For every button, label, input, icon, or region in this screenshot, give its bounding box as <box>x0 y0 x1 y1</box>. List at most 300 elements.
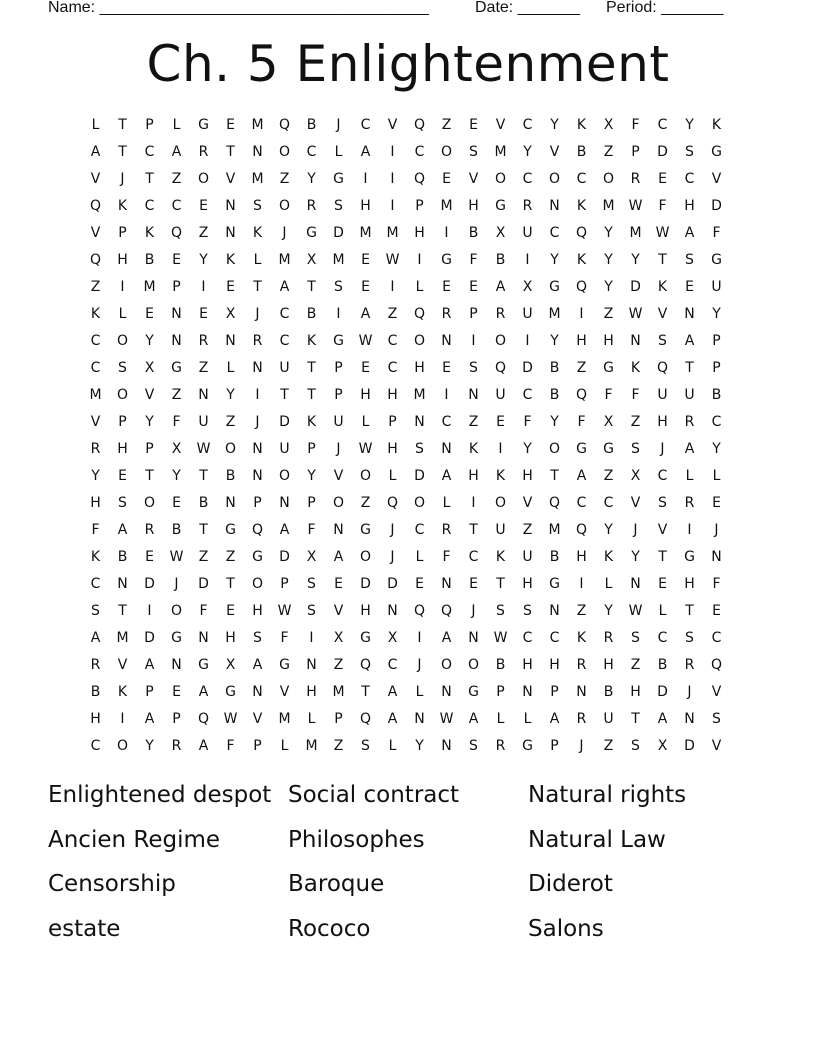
grid-letter[interactable]: I <box>363 170 368 187</box>
grid-letter[interactable]: C <box>279 305 290 322</box>
grid-letter[interactable]: C <box>657 467 668 484</box>
grid-letter[interactable]: Q <box>386 494 399 511</box>
grid-letter[interactable]: G <box>495 197 506 214</box>
grid-letter[interactable]: N <box>225 494 236 511</box>
grid-letter[interactable]: E <box>496 413 505 430</box>
grid-letter[interactable]: P <box>145 683 154 700</box>
grid-letter[interactable]: A <box>90 143 101 160</box>
grid-letter[interactable]: S <box>631 440 640 457</box>
grid-letter[interactable]: H <box>522 656 533 673</box>
grid-letter[interactable]: Z <box>90 278 101 295</box>
grid-letter[interactable]: T <box>118 116 127 133</box>
grid-letter[interactable]: P <box>145 116 154 133</box>
grid-letter[interactable]: O <box>548 170 561 187</box>
grid-letter[interactable]: L <box>415 683 424 700</box>
grid-letter[interactable]: E <box>334 575 343 592</box>
grid-letter[interactable]: N <box>549 602 560 619</box>
grid-letter[interactable]: F <box>442 548 451 565</box>
grid-letter[interactable]: N <box>441 683 452 700</box>
grid-letter[interactable]: P <box>307 494 316 511</box>
grid-letter[interactable]: J <box>633 521 638 538</box>
grid-letter[interactable]: O <box>116 386 129 403</box>
grid-letter[interactable]: Y <box>145 332 154 349</box>
grid-letter[interactable]: G <box>306 224 317 241</box>
grid-letter[interactable]: I <box>417 629 422 646</box>
grid-letter[interactable]: A <box>684 440 695 457</box>
grid-letter[interactable]: Z <box>603 467 614 484</box>
grid-letter[interactable]: A <box>684 224 695 241</box>
grid-letter[interactable]: J <box>579 737 584 754</box>
grid-letter[interactable]: P <box>307 440 316 457</box>
grid-letter[interactable]: J <box>660 440 665 457</box>
grid-letter[interactable]: A <box>549 710 560 727</box>
grid-letter[interactable]: V <box>495 116 506 133</box>
grid-letter[interactable]: N <box>333 521 344 538</box>
grid-letter[interactable]: F <box>523 413 532 430</box>
grid-letter[interactable]: I <box>120 710 125 727</box>
grid-letter[interactable]: H <box>225 629 236 646</box>
grid-letter[interactable]: K <box>657 278 668 295</box>
grid-letter[interactable]: Z <box>360 494 371 511</box>
grid-letter[interactable]: E <box>469 575 478 592</box>
grid-letter[interactable]: J <box>390 548 395 565</box>
grid-letter[interactable]: P <box>388 413 397 430</box>
grid-letter[interactable]: C <box>279 332 290 349</box>
grid-letter[interactable]: N <box>414 413 425 430</box>
grid-letter[interactable]: A <box>198 683 209 700</box>
grid-letter[interactable]: L <box>307 710 316 727</box>
grid-letter[interactable]: E <box>199 305 208 322</box>
grid-letter[interactable]: C <box>414 521 425 538</box>
grid-letter[interactable]: A <box>360 305 371 322</box>
grid-letter[interactable]: I <box>525 332 530 349</box>
grid-letter[interactable]: L <box>712 467 721 484</box>
grid-letter[interactable]: C <box>90 737 101 754</box>
grid-letter[interactable]: C <box>90 332 101 349</box>
grid-letter[interactable]: F <box>577 413 586 430</box>
grid-letter[interactable]: D <box>387 575 398 592</box>
grid-letter[interactable]: E <box>712 494 721 511</box>
grid-letter[interactable]: D <box>684 737 695 754</box>
grid-letter[interactable]: O <box>332 494 345 511</box>
grid-letter[interactable]: O <box>494 494 507 511</box>
grid-letter[interactable]: W <box>439 710 454 727</box>
grid-letter[interactable]: Q <box>413 116 426 133</box>
grid-letter[interactable]: C <box>657 629 668 646</box>
grid-letter[interactable]: Z <box>630 413 641 430</box>
grid-letter[interactable]: M <box>386 224 399 241</box>
grid-letter[interactable]: G <box>333 332 344 349</box>
grid-letter[interactable]: G <box>171 359 182 376</box>
grid-letter[interactable]: M <box>332 683 345 700</box>
grid-letter[interactable]: S <box>334 197 343 214</box>
grid-letter[interactable]: Q <box>89 197 102 214</box>
grid-letter[interactable]: N <box>522 683 533 700</box>
grid-letter[interactable]: R <box>198 332 209 349</box>
grid-letter[interactable]: N <box>549 197 560 214</box>
grid-letter[interactable]: E <box>226 116 235 133</box>
grid-letter[interactable]: C <box>387 656 398 673</box>
grid-letter[interactable]: C <box>522 170 533 187</box>
grid-letter[interactable]: X <box>657 737 668 754</box>
grid-letter[interactable]: E <box>226 278 235 295</box>
grid-letter[interactable]: H <box>576 548 587 565</box>
grid-letter[interactable]: X <box>225 305 236 322</box>
grid-letter[interactable]: P <box>334 710 343 727</box>
grid-letter[interactable]: M <box>440 197 453 214</box>
grid-letter[interactable]: X <box>630 467 641 484</box>
grid-letter[interactable]: U <box>495 386 506 403</box>
grid-letter[interactable]: I <box>444 386 449 403</box>
grid-letter[interactable]: S <box>685 629 694 646</box>
grid-letter[interactable]: D <box>630 278 641 295</box>
grid-letter[interactable]: G <box>576 440 587 457</box>
grid-letter[interactable]: Y <box>712 305 721 322</box>
grid-letter[interactable]: T <box>226 575 235 592</box>
grid-letter[interactable]: I <box>471 332 476 349</box>
grid-letter[interactable]: S <box>334 278 343 295</box>
grid-letter[interactable]: U <box>522 548 533 565</box>
grid-letter[interactable]: Y <box>550 413 559 430</box>
grid-letter[interactable]: G <box>711 143 722 160</box>
grid-letter[interactable]: Z <box>603 737 614 754</box>
grid-letter[interactable]: Y <box>172 467 181 484</box>
grid-letter[interactable]: T <box>550 467 559 484</box>
grid-letter[interactable]: G <box>549 278 560 295</box>
grid-letter[interactable]: Z <box>441 116 452 133</box>
grid-letter[interactable]: V <box>90 170 101 187</box>
grid-letter[interactable]: Q <box>413 305 426 322</box>
grid-letter[interactable]: K <box>144 224 155 241</box>
grid-letter[interactable]: V <box>279 683 290 700</box>
grid-letter[interactable]: I <box>498 440 503 457</box>
grid-letter[interactable]: W <box>628 602 643 619</box>
grid-letter[interactable]: N <box>306 656 317 673</box>
grid-letter[interactable]: K <box>306 413 317 430</box>
grid-letter[interactable]: P <box>145 440 154 457</box>
grid-letter[interactable]: W <box>385 251 400 268</box>
grid-letter[interactable]: N <box>252 467 263 484</box>
grid-letter[interactable]: R <box>684 656 695 673</box>
grid-letter[interactable]: G <box>603 359 614 376</box>
grid-letter[interactable]: C <box>522 629 533 646</box>
grid-letter[interactable]: P <box>415 197 424 214</box>
grid-letter[interactable]: T <box>496 575 505 592</box>
grid-letter[interactable]: M <box>251 116 264 133</box>
grid-letter[interactable]: F <box>280 629 289 646</box>
grid-letter[interactable]: Z <box>630 656 641 673</box>
grid-letter[interactable]: L <box>388 737 397 754</box>
grid-letter[interactable]: E <box>658 575 667 592</box>
grid-letter[interactable]: Y <box>604 602 613 619</box>
grid-letter[interactable]: K <box>495 467 506 484</box>
grid-letter[interactable]: P <box>280 575 289 592</box>
grid-letter[interactable]: T <box>199 467 208 484</box>
grid-letter[interactable]: A <box>576 467 587 484</box>
grid-letter[interactable]: Q <box>89 251 102 268</box>
grid-letter[interactable]: J <box>120 170 125 187</box>
grid-letter[interactable]: N <box>225 332 236 349</box>
grid-letter[interactable]: X <box>225 656 236 673</box>
grid-letter[interactable]: R <box>576 710 587 727</box>
grid-letter[interactable]: K <box>117 197 128 214</box>
grid-letter[interactable]: N <box>252 440 263 457</box>
grid-letter[interactable]: P <box>550 683 559 700</box>
grid-letter[interactable]: J <box>255 305 260 322</box>
grid-letter[interactable]: F <box>226 737 235 754</box>
grid-letter[interactable]: S <box>685 251 694 268</box>
grid-letter[interactable]: Q <box>359 710 372 727</box>
grid-letter[interactable]: I <box>201 278 206 295</box>
grid-letter[interactable]: A <box>252 656 263 673</box>
grid-letter[interactable]: C <box>414 143 425 160</box>
grid-letter[interactable]: M <box>143 278 156 295</box>
grid-letter[interactable]: S <box>91 602 100 619</box>
grid-letter[interactable]: T <box>280 386 289 403</box>
grid-letter[interactable]: R <box>144 521 155 538</box>
grid-letter[interactable]: C <box>711 629 722 646</box>
grid-letter[interactable]: A <box>441 467 452 484</box>
grid-letter[interactable]: H <box>117 251 128 268</box>
grid-letter[interactable]: S <box>118 359 127 376</box>
grid-letter[interactable]: T <box>658 548 667 565</box>
grid-letter[interactable]: L <box>253 251 262 268</box>
grid-letter[interactable]: Y <box>307 467 316 484</box>
grid-letter[interactable]: L <box>280 737 289 754</box>
grid-letter[interactable]: W <box>628 305 643 322</box>
grid-letter[interactable]: R <box>198 143 209 160</box>
grid-letter[interactable]: U <box>684 386 695 403</box>
grid-letter[interactable]: T <box>361 683 370 700</box>
grid-letter[interactable]: H <box>360 602 371 619</box>
grid-letter[interactable]: I <box>417 251 422 268</box>
grid-letter[interactable]: L <box>604 575 613 592</box>
grid-letter[interactable]: V <box>657 521 668 538</box>
grid-letter[interactable]: S <box>253 197 262 214</box>
grid-letter[interactable]: K <box>117 683 128 700</box>
grid-letter[interactable]: X <box>306 251 317 268</box>
grid-letter[interactable]: B <box>468 224 479 241</box>
grid-letter[interactable]: O <box>278 467 291 484</box>
grid-letter[interactable]: B <box>225 467 236 484</box>
grid-letter[interactable]: P <box>712 359 721 376</box>
grid-letter[interactable]: X <box>495 224 506 241</box>
grid-letter[interactable]: V <box>549 143 560 160</box>
grid-letter[interactable]: Y <box>604 224 613 241</box>
grid-letter[interactable]: E <box>118 467 127 484</box>
grid-letter[interactable]: R <box>684 413 695 430</box>
grid-letter[interactable]: F <box>712 575 721 592</box>
grid-letter[interactable]: H <box>522 467 533 484</box>
grid-letter[interactable]: B <box>198 494 209 511</box>
grid-letter[interactable]: R <box>522 197 533 214</box>
grid-letter[interactable]: X <box>333 629 344 646</box>
grid-letter[interactable]: H <box>117 440 128 457</box>
grid-letter[interactable]: Q <box>575 521 588 538</box>
grid-letter[interactable]: Z <box>468 413 479 430</box>
grid-letter[interactable]: Z <box>333 737 344 754</box>
grid-letter[interactable]: T <box>145 170 154 187</box>
grid-letter[interactable]: D <box>279 413 290 430</box>
grid-letter[interactable]: K <box>252 224 263 241</box>
grid-letter[interactable]: G <box>279 656 290 673</box>
grid-letter[interactable]: Z <box>171 170 182 187</box>
grid-letter[interactable]: L <box>91 116 100 133</box>
grid-letter[interactable]: M <box>629 224 642 241</box>
grid-letter[interactable]: I <box>309 629 314 646</box>
grid-letter[interactable]: Z <box>333 656 344 673</box>
grid-letter[interactable]: V <box>387 116 398 133</box>
grid-letter[interactable]: Y <box>685 116 694 133</box>
grid-letter[interactable]: W <box>358 440 373 457</box>
grid-letter[interactable]: C <box>387 359 398 376</box>
grid-letter[interactable]: F <box>658 197 667 214</box>
grid-letter[interactable]: V <box>144 386 155 403</box>
grid-letter[interactable]: S <box>496 602 505 619</box>
grid-letter[interactable]: Z <box>198 224 209 241</box>
grid-letter[interactable]: N <box>198 386 209 403</box>
grid-letter[interactable]: N <box>252 359 263 376</box>
grid-letter[interactable]: N <box>171 656 182 673</box>
grid-letter[interactable]: O <box>359 467 372 484</box>
grid-letter[interactable]: V <box>468 170 479 187</box>
grid-letter[interactable]: C <box>441 413 452 430</box>
grid-letter[interactable]: N <box>441 737 452 754</box>
grid-letter[interactable]: N <box>414 710 425 727</box>
grid-letter[interactable]: H <box>252 602 263 619</box>
grid-letter[interactable]: S <box>712 710 721 727</box>
grid-letter[interactable]: O <box>494 170 507 187</box>
grid-letter[interactable]: H <box>684 197 695 214</box>
grid-letter[interactable]: D <box>657 143 668 160</box>
grid-letter[interactable]: D <box>360 575 371 592</box>
grid-letter[interactable]: A <box>171 143 182 160</box>
grid-letter[interactable]: J <box>255 413 260 430</box>
grid-letter[interactable]: B <box>495 656 506 673</box>
grid-letter[interactable]: O <box>359 548 372 565</box>
grid-letter[interactable]: A <box>495 278 506 295</box>
grid-letter[interactable]: X <box>603 413 614 430</box>
grid-letter[interactable]: C <box>171 197 182 214</box>
grid-letter[interactable]: N <box>225 197 236 214</box>
grid-letter[interactable]: L <box>361 413 370 430</box>
grid-letter[interactable]: Z <box>522 521 533 538</box>
grid-letter[interactable]: Z <box>198 359 209 376</box>
grid-letter[interactable]: A <box>198 737 209 754</box>
grid-letter[interactable]: L <box>685 467 694 484</box>
grid-letter[interactable]: N <box>279 494 290 511</box>
grid-letter[interactable]: A <box>144 710 155 727</box>
grid-letter[interactable]: Y <box>91 467 100 484</box>
grid-letter[interactable]: G <box>549 575 560 592</box>
grid-letter[interactable]: R <box>90 656 101 673</box>
grid-letter[interactable]: C <box>360 116 371 133</box>
grid-letter[interactable]: A <box>360 143 371 160</box>
grid-letter[interactable]: Q <box>170 224 183 241</box>
grid-letter[interactable]: X <box>387 629 398 646</box>
grid-letter[interactable]: T <box>307 278 316 295</box>
grid-letter[interactable]: J <box>390 521 395 538</box>
grid-letter[interactable]: B <box>657 656 668 673</box>
grid-letter[interactable]: C <box>387 332 398 349</box>
grid-letter[interactable]: U <box>198 413 209 430</box>
grid-letter[interactable]: P <box>253 737 262 754</box>
grid-letter[interactable]: E <box>361 251 370 268</box>
grid-letter[interactable]: Z <box>225 413 236 430</box>
grid-letter[interactable]: N <box>468 386 479 403</box>
grid-letter[interactable]: E <box>361 359 370 376</box>
grid-letter[interactable]: T <box>469 521 478 538</box>
grid-letter[interactable]: Y <box>550 332 559 349</box>
grid-letter[interactable]: H <box>387 386 398 403</box>
grid-letter[interactable]: I <box>390 143 395 160</box>
grid-letter[interactable]: H <box>630 683 641 700</box>
grid-letter[interactable]: S <box>685 143 694 160</box>
grid-letter[interactable]: G <box>522 737 533 754</box>
grid-letter[interactable]: F <box>469 251 478 268</box>
grid-letter[interactable]: J <box>687 683 692 700</box>
grid-letter[interactable]: R <box>603 629 614 646</box>
grid-letter[interactable]: O <box>440 656 453 673</box>
grid-letter[interactable]: Y <box>712 440 721 457</box>
grid-letter[interactable]: W <box>493 629 508 646</box>
grid-letter[interactable]: C <box>522 386 533 403</box>
grid-letter[interactable]: N <box>225 224 236 241</box>
grid-letter[interactable]: C <box>306 143 317 160</box>
grid-letter[interactable]: I <box>255 386 260 403</box>
grid-letter[interactable]: W <box>223 710 238 727</box>
grid-letter[interactable]: B <box>603 683 614 700</box>
grid-letter[interactable]: K <box>630 359 641 376</box>
grid-letter[interactable]: Q <box>494 359 507 376</box>
grid-letter[interactable]: B <box>549 359 560 376</box>
grid-letter[interactable]: H <box>684 575 695 592</box>
grid-letter[interactable]: D <box>144 629 155 646</box>
grid-letter[interactable]: Y <box>550 251 559 268</box>
grid-letter[interactable]: Z <box>576 602 587 619</box>
grid-letter[interactable]: F <box>172 413 181 430</box>
grid-letter[interactable]: S <box>469 143 478 160</box>
grid-letter[interactable]: O <box>467 656 480 673</box>
grid-letter[interactable]: C <box>603 494 614 511</box>
grid-letter[interactable]: R <box>495 737 506 754</box>
grid-letter[interactable]: L <box>523 710 532 727</box>
grid-letter[interactable]: M <box>413 386 426 403</box>
grid-letter[interactable]: O <box>116 737 129 754</box>
grid-letter[interactable]: B <box>549 386 560 403</box>
grid-letter[interactable]: X <box>306 548 317 565</box>
grid-letter[interactable]: B <box>144 251 155 268</box>
grid-letter[interactable]: I <box>444 224 449 241</box>
grid-letter[interactable]: K <box>576 116 587 133</box>
grid-letter[interactable]: K <box>576 197 587 214</box>
grid-letter[interactable]: S <box>415 440 424 457</box>
grid-letter[interactable]: N <box>684 710 695 727</box>
grid-letter[interactable]: N <box>252 143 263 160</box>
grid-letter[interactable]: K <box>603 548 614 565</box>
grid-letter[interactable]: U <box>657 386 668 403</box>
grid-letter[interactable]: B <box>171 521 182 538</box>
grid-letter[interactable]: C <box>684 170 695 187</box>
grid-letter[interactable]: L <box>442 494 451 511</box>
grid-letter[interactable]: X <box>171 440 182 457</box>
grid-letter[interactable]: R <box>441 305 452 322</box>
grid-letter[interactable]: G <box>711 251 722 268</box>
grid-letter[interactable]: T <box>226 143 235 160</box>
grid-letter[interactable]: T <box>631 710 640 727</box>
grid-letter[interactable]: W <box>358 332 373 349</box>
grid-letter[interactable]: K <box>90 548 101 565</box>
